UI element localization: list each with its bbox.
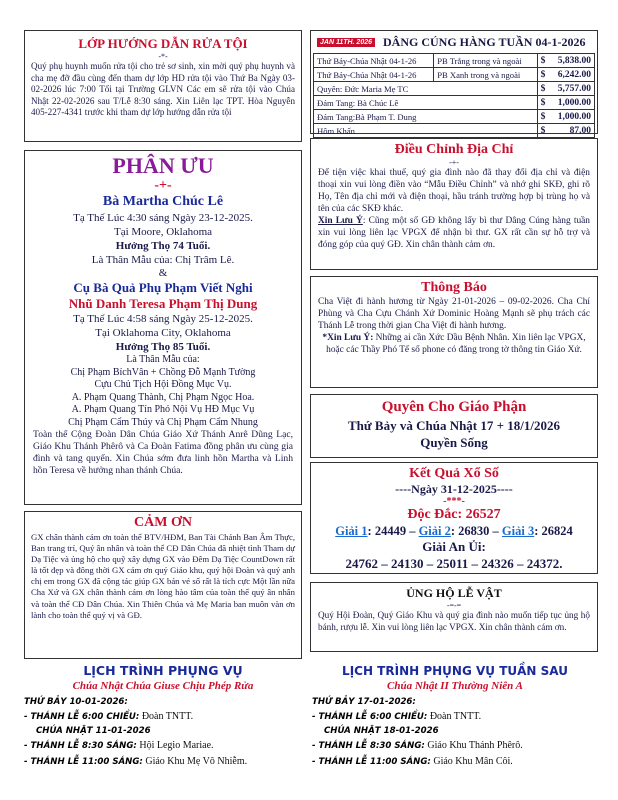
schedule-next-sat: THỨ BẢY 17-01-2026: [312, 697, 416, 707]
table-row: Đám Tang:Bà Phạm T. Dung $ 1,000.00 [314, 110, 595, 124]
mourning-p1-age: Hưởng Thọ 74 Tuổi. [115, 240, 211, 252]
thanks-body: GX chân thành cám ơn toàn thể BTV/HĐM, Ban Tài Chánh Ban Âm Thực, Ban trang trí, Quý ân nhân và toàn thể CĐ Dân Chúa đã nhiệt tình Tham dự Dạ Tiệc và ủng hộ cho quỹ xây dựng GX vào Đêm Dạ Tiệc CountDown rất là tốt đẹp và đông thời GX cám ơn quý Giáo khu, quý hội Đoàn và quý anh chị em trong GX đã cộng tác giúp GX bán vé số rất là tích cực Một lần nữa Cha Xứ và GX chân thành cám ơn lòng hào tâm của toàn thể quý ân nhân và toàn thể CĐ Dân Chúa. Xin Thiên Chúa và Mẹ Maria ban muôn vàn ơn lành cho toàn thể quý vị và GĐ. [31, 532, 295, 620]
mourning-p2-rel2: Cựu Chủ Tịch Hội Đồng Mục Vụ. [94, 379, 232, 390]
mourning-box [24, 150, 302, 505]
mourning-p2-name2: Nhũ Danh Teresa Phạm Thị Dung [68, 296, 258, 311]
offering-box [310, 30, 598, 134]
baptism-body: Quý phụ huynh muốn rửa tội cho trẻ sơ sinh, xin mời quý phụ huynh và cha mẹ đỡ đầu cùng đến tham dự lớp HD rửa tội vào Thứ Ba Ngày 03-02-2026 lúc 7:00 Tối tại Trường GLVN Các em sẽ rửa tội vào Chúa Nhật 22-02-2026 sau T/Lễ 8:30 sáng. Xin Liên lạc TPT. Hòa Nguyễn 405-227-4341 trước khi tham dự lớp hướng dẫn rửa tội [31, 61, 295, 118]
lottery-jackpot-label: Độc Đắc: [407, 507, 463, 522]
lottery-g1-label: Giải 1 [335, 524, 368, 538]
lottery-g2: : 26830 – [450, 524, 499, 538]
collection-box [310, 394, 598, 458]
lottery-date: ----Ngày 31-12-2025---- [395, 482, 513, 496]
address-note [318, 215, 590, 251]
offering-header [313, 33, 595, 53]
table-row: Thứ Bảy-Chúa Nhật 04-1-26 PB Trắng trong và ngoài $ 5,838.00 [314, 54, 595, 68]
thanks-box [24, 511, 302, 659]
gifts-title: ỦNG HỘ LỄ VẬT [406, 586, 502, 600]
mourning-p2-rel-head: Là Thân Mẫu của: [126, 354, 200, 365]
collection-line1: Quyên Cho Giáo Phận [381, 399, 527, 415]
schedule-next-l2: - THÁNH LỄ 8:30 SÁNG: Giáo Khu Thánh Phêrô. [312, 740, 523, 751]
notice-box [310, 276, 598, 388]
schedule-this-l3: - THÁNH LỄ 11:00 SÁNG: Giáo Khu Mẹ Vô Nhiễm. [24, 756, 248, 767]
lottery-g3-label: Giải 3 [501, 524, 535, 538]
mourning-closing: Toàn thể Cộng Đoàn Dân Chúa Giáo Xứ Thánh Anrê Dũng Lạc, Giáo Khu Thánh Phêrô và Ca Đoàn Fatima đồng phân ưu cùng gia đình và tang quyến. Xin Chúa sớm đưa linh hồn Martha và Linh hồn Teresa về hưởng nhan thánh Chúa. [33, 429, 293, 476]
lottery-box [310, 462, 598, 574]
lottery-g1: : 24449 – [367, 524, 416, 538]
mourning-p2-name: Cụ Bà Quả Phụ Phạm Viết Nghi [73, 280, 253, 295]
schedule-this-week [24, 663, 302, 793]
address-note-text: : Cũng một số GĐ không lấy bì thư Dâng Cúng hàng tuần xin vui lòng liên lạc VPGX để nhận bì thư. GX rất cần sự hỗ trợ và đóng góp của quý GĐ. Xin chân thành cảm ơn. [318, 216, 590, 250]
baptism-title: LỚP HƯỚNG DẪN RỬA TỘI [78, 36, 248, 51]
notice-note-label: *Xin Lưu Ý: [322, 333, 374, 343]
gifts-body: Quý Hội Đoàn, Quý Giáo Khu và quý gia đình nào muốn tiếp tục ủng hộ bánh, rượu lễ. Xin vui lòng liên lạc VPGX. Xin chân thành cám ơn. [318, 610, 590, 632]
schedule-this-subtitle: Chúa Nhật Chúa Giuse Chịu Phép Rửa [72, 680, 254, 692]
mourning-p2-age: Hưởng Thọ 85 Tuổi. [115, 341, 211, 353]
offering-title: DÂNG CÚNG HÀNG TUẦN 04-1-2026 [383, 35, 586, 49]
schedule-next-title: LỊCH TRÌNH PHỤNG VỤ TUẦN SAU [342, 664, 568, 678]
gifts-box [310, 582, 598, 652]
lottery-jackpot: 26527 [465, 507, 501, 522]
schedule-this-title: LỊCH TRÌNH PHỤNG VỤ [83, 663, 243, 678]
mourning-p2-place: Tại Oklahoma City, Oklahoma [95, 327, 231, 339]
mourning-p2-rel1: Chị Phạm BíchVân + Chồng Đỗ Mạnh Tường [70, 366, 256, 378]
schedule-next-l3: - THÁNH LỄ 11:00 SÁNG: Giáo Khu Mân Côi. [312, 756, 513, 767]
mourning-divider: -+- [154, 178, 172, 193]
lottery-jackpot-line [315, 507, 593, 523]
offering-table [313, 53, 595, 138]
mourning-amp: & [158, 267, 168, 279]
mourning-p1-relation: Là Thân Mẫu của: Chị Trâm Lê. [91, 254, 235, 266]
gifts-divider: -=-= [446, 601, 462, 610]
lottery-consolation-label: Giải An Ủi: [422, 539, 486, 554]
mourning-p2-rel5: Chị Phạm Cẩm Thúy và Chị Phạm Cẩm Nhung [68, 416, 258, 428]
mourning-p2-rel3: A. Phạm Quang Thành, Chị Phạm Ngọc Hoa. [71, 391, 255, 403]
lottery-g2-label: Giải 2 [418, 524, 451, 538]
schedule-next-subtitle: Chúa Nhật II Thường Niên A [387, 680, 523, 692]
table-row: Đám Tang: Bà Chúc Lê $ 1,000.00 [314, 96, 595, 110]
mourning-title: PHÂN ƯU [112, 153, 214, 178]
offering-tag: JAN 11TH. 2026 [317, 38, 375, 47]
collection-line2: Thứ Bảy và Chúa Nhật 17 + 18/1/2026 [347, 418, 561, 433]
schedule-next-sun: CHÚA NHẬT 18-01-2026 [324, 726, 439, 736]
notice-note-text: Những ai cần Xức Dầu Bệnh Nhân. Xin liên lạc VPGX, hoặc các Thầy Phó Tế số phone có đăng trong tờ thông tin Giáo Xứ. [326, 333, 586, 355]
thanks-title: CẢM ƠN [134, 515, 192, 530]
notice-title: Thông Báo [421, 280, 487, 295]
baptism-box [24, 30, 302, 142]
mourning-p1-died: Tạ Thế Lúc 4:30 sáng Ngày 23-12-2025. [73, 212, 253, 224]
lottery-g3: : 26824 [534, 524, 573, 538]
lottery-prizes [315, 523, 593, 539]
notice-body: Cha Việt đi hành hương từ Ngày 21-01-2026 – 09-02-2026. Cha Chí Phùng và Cha Cựu Chánh Xứ Dominic Hoàng Mạnh sẽ phụ trách các Thánh Lễ trong thời gian Cha Việt đi hành hương. [318, 297, 590, 331]
address-divider: -+- [449, 158, 459, 167]
notice-note [318, 332, 590, 356]
address-note-label: Xin Lưu Ý [318, 216, 363, 226]
table-row: Hôm Khấn $ 87.00 [314, 124, 595, 138]
address-title: Điều Chỉnh Địa Chỉ [394, 142, 514, 157]
baptism-divider: -*- [158, 52, 168, 61]
table-row: Quyên: Đức Maria Mẹ TC $ 5,757.00 [314, 82, 595, 96]
schedule-this-sat: THỨ BẢY 10-01-2026: [24, 697, 128, 707]
mourning-p1-name: Bà Martha Chúc Lê [102, 194, 224, 209]
collection-line3: Quyền Sống [420, 435, 488, 450]
schedule-next-week [312, 663, 598, 793]
mourning-p2-died: Tạ Thế Lúc 4:58 sáng Ngày 25-12-2025. [73, 313, 253, 325]
address-body: Để tiện việc khai thuế, quý gia đình nào đã thay đổi địa chỉ và điện thoại xin vui lòng điền vào “Mẫu Điều Chỉnh” và nhớ ghi SKĐ, ghi rõ Họ, Tên địa chỉ mới và điện thoại, hầu tránh trường hợp bị trùng họ và tên của các SKĐ khác. [318, 168, 590, 214]
lottery-stars: -***- [443, 496, 465, 507]
table-row: Thứ Bảy-Chúa Nhật 04-1-26 PB Xanh trong và ngoài $ 6,242.00 [314, 68, 595, 82]
mourning-p1-place: Tại Moore, Oklahoma [113, 226, 213, 238]
lottery-title: Kết Quả Xổ Số [409, 466, 499, 481]
schedule-this-l1: - THÁNH LỄ 6:00 CHIỀU: Đoàn TNTT. [24, 711, 194, 722]
schedule-next-l1: - THÁNH LỄ 6:00 CHIỀU: Đoàn TNTT. [312, 711, 482, 722]
schedule-this-sun: CHÚA NHẬT 11-01-2026 [36, 726, 151, 736]
lottery-consolation: 24762 – 24130 – 25011 – 24326 – 24372. [345, 556, 563, 571]
mourning-p2-rel4: A. Phạm Quang Tín Phó Nội Vụ HĐ Mục Vụ [71, 404, 255, 415]
schedule-this-l2: - THÁNH LỄ 8:30 SÁNG: Hội Legio Mariae. [24, 740, 214, 751]
address-box [310, 138, 598, 270]
